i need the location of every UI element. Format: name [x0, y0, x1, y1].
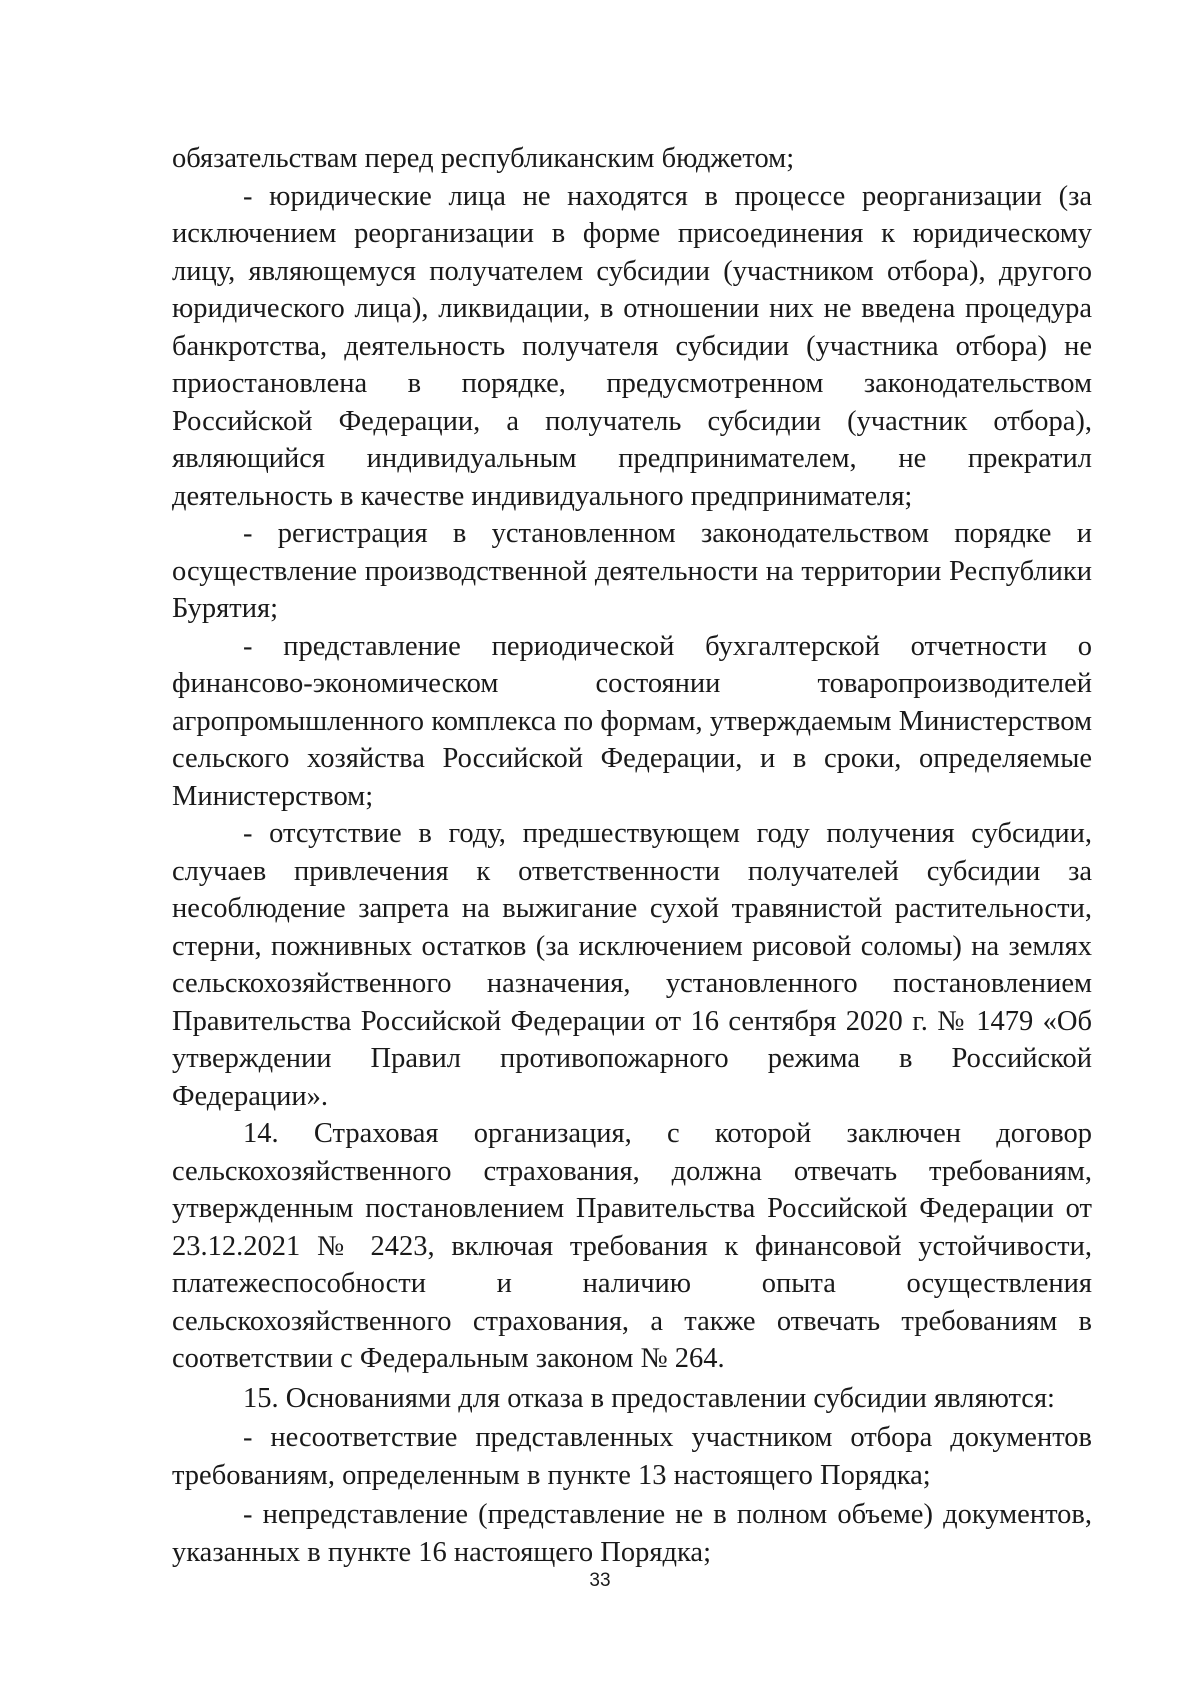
paragraph-15-refusal-grounds: 15. Основаниями для отказа в предоставлении субсидии являются: — [243, 1382, 1055, 1414]
paragraph-no-burning-violations: - отсутствие в году, предшествующем году получения субсидии, случаев привлечения к ответственности получателей субсидии за несоблюдение запрета на выжигание сухой травянистой растительности, стерни, пожнивных остатков (за исключением рисовой соломы) на землях сельскохозяйственного назначения, установленного постановлением Правительства Российской Федерации от 16 сентября 2020 г. № 1479 «Об утверждении Правил противопожарного режима в Российской Федерации». — [172, 818, 1092, 1112]
paragraph-nonconformity: - несоответствие представленных участником отбора документов требованиям, определенным в пункте 13 настоящего Порядка; — [172, 1422, 1092, 1491]
document-body — [172, 140, 1092, 1571]
paragraph-reporting: - представление периодической бухгалтерской отчетности о финансово-экономическом состоянии товаропроизводителей агропромышленного комплекса по формам, утверждаемым Министерством сельского хозяйства Российской Федерации, и в сроки, определяемые Министерством; — [172, 630, 1092, 812]
paragraph-non-submission: - непредставление (представление не в полном объеме) документов, указанных в пункте 16 настоящего Порядка; — [172, 1499, 1092, 1568]
paragraph-registration: - регистрация в установленном законодательством порядке и осуществление производственной деятельности на территории Республики Бурятия; — [172, 518, 1092, 624]
paragraph-14-insurance: 14. Страховая организация, с которой заключен договор сельскохозяйственного страхования, должна отвечать требованиям, утвержденным постановлением Правительства Российской Федерации от 23.12.2021 № 2423, включая требования к финансовой устойчивости, платежеспособности и наличию опыта осуществления сельскохозяйственного страхования, а также отвечать требованиям в соответствии с Федеральным законом № 264. — [172, 1118, 1092, 1374]
page-number: 33 — [589, 1570, 611, 1591]
paragraph-reorganization: - юридические лица не находятся в процессе реорганизации (за исключением реорганизации в форме присоединения к юридическому лицу, являющемуся получателем субсидии (участником отбора), другого юридического лица), ликвидации, в отношении них не введена процедура банкротства, деятельность получателя субсидии (участника отбора) не приостановлена в порядке, предусмотренном законодательством Российской Федерации, а получатель субсидии (участник отбора), являющийся индивидуальным предпринимателем, не прекратил деятельность в качестве индивидуального предпринимателя; — [172, 180, 1092, 512]
paragraph-obligations-budget: обязательствам перед республиканским бюджетом; — [172, 143, 795, 174]
